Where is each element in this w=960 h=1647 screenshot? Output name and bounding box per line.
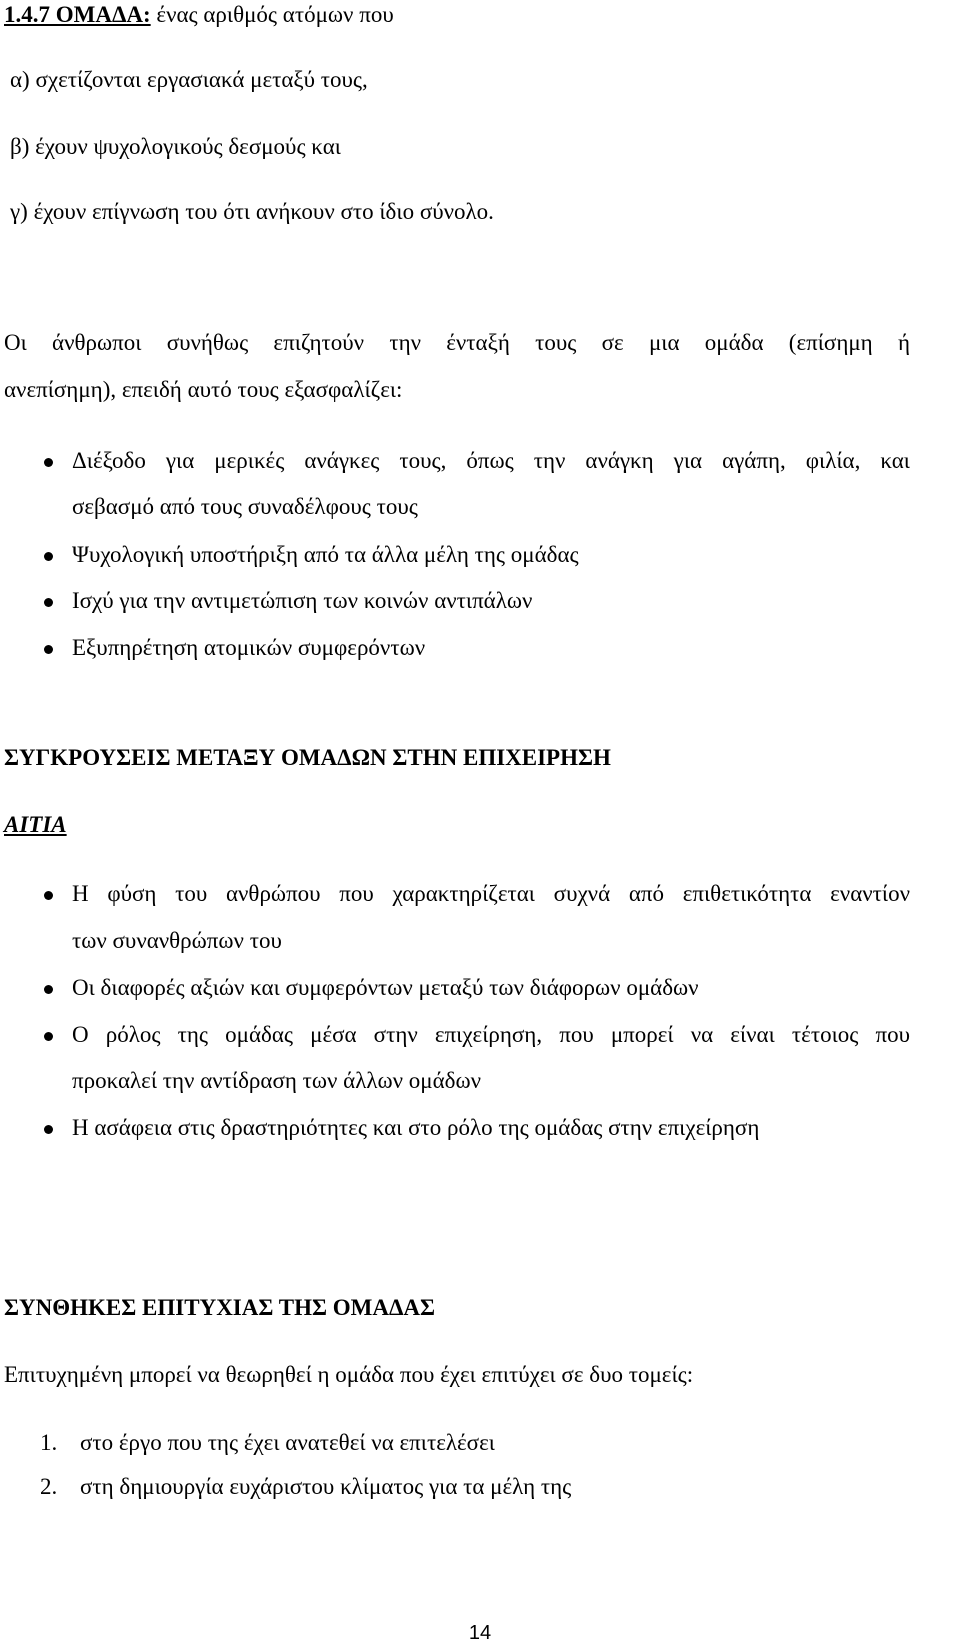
numbered-item-1-number: 1. [40,1430,58,1455]
cause-item-4: Η ασάφεια στις δραστηριότητες και στο ρόλο της ομάδας στην επιχείρηση [72,1115,760,1140]
intro-paragraph-line1: Οι άνθρωποι συνήθως επιζητούν την ένταξή τους σε μια ομάδα (επίσημη ή [4,330,910,355]
section-heading-text: ένας αριθμός ατόμων που [150,2,394,27]
numbered-item-2-text: στη δημιουργία ευχάριστου κλίματος για τα μέλη της [80,1474,572,1499]
bullet-icon [44,552,53,561]
section-heading-label: 1.4.7 ΟΜΑΔΑ: [4,2,151,27]
bullet-icon [44,1032,53,1041]
definition-item-a: α) σχετίζονται εργασιακά μεταξύ τους, [10,67,368,92]
page-number: 14 [468,1622,492,1644]
benefit-item-1-line2: σεβασμό από τους συναδέλφους τους [72,494,418,519]
intro-paragraph-line2: ανεπίσημη), επειδή αυτό τους εξασφαλίζει: [4,377,403,402]
cause-item-3-line2: προκαλεί την αντίδραση των άλλων ομάδων [72,1068,482,1093]
bullet-icon [44,645,53,654]
numbered-item-1-text: στο έργο που της έχει ανατεθεί να επιτελέσει [80,1430,495,1455]
conflicts-title: ΣΥΓΚΡΟΥΣΕΙΣ ΜΕΤΑΞΥ ΟΜΑΔΩΝ ΣΤΗΝ ΕΠΙΧΕΙΡΗΣΗ [4,745,611,770]
success-title: ΣΥΝΘΗΚΕΣ ΕΠΙΤΥΧΙΑΣ ΤΗΣ ΟΜΑΔΑΣ [4,1295,436,1320]
bullet-icon [44,1125,53,1134]
definition-item-c: γ) έχουν επίγνωση του ότι ανήκουν στο ίδιο σύνολο. [10,199,494,224]
cause-item-1-line2: των συνανθρώπων του [72,928,282,953]
benefit-item-4: Εξυπηρέτηση ατομικών συμφερόντων [72,635,426,660]
benefit-item-2: Ψυχολογική υποστήριξη από τα άλλα μέλη της ομάδας [72,542,579,567]
definition-item-b: β) έχουν ψυχολογικούς δεσμούς και [10,134,341,159]
benefit-item-3: Ισχύ για την αντιμετώπιση των κοινών αντιπάλων [72,588,533,613]
numbered-item-2-number: 2. [40,1474,58,1499]
cause-item-1-line1: Η φύση του ανθρώπου που χαρακτηρίζεται συχνά από επιθετικότητα εναντίον [72,881,910,906]
cause-item-3-line1: Ο ρόλος της ομάδας μέσα στην επιχείρηση, που μπορεί να είναι τέτοιος που [72,1022,910,1047]
benefit-item-1-line1: Διέξοδο για μερικές ανάγκες τους, όπως την ανάγκη για αγάπη, φιλία, και [72,448,910,473]
section-heading [4,2,394,28]
bullet-icon [44,458,53,467]
bullet-icon [44,985,53,994]
bullet-icon [44,891,53,900]
cause-item-2: Οι διαφορές αξιών και συμφερόντων μεταξύ των διάφορων ομάδων [72,975,699,1000]
success-intro: Επιτυχημένη μπορεί να θεωρηθεί η ομάδα που έχει επιτύχει σε δυο τομείς: [4,1362,694,1387]
bullet-icon [44,598,53,607]
conflicts-subtitle: ΑΙΤΙΑ [4,812,67,837]
